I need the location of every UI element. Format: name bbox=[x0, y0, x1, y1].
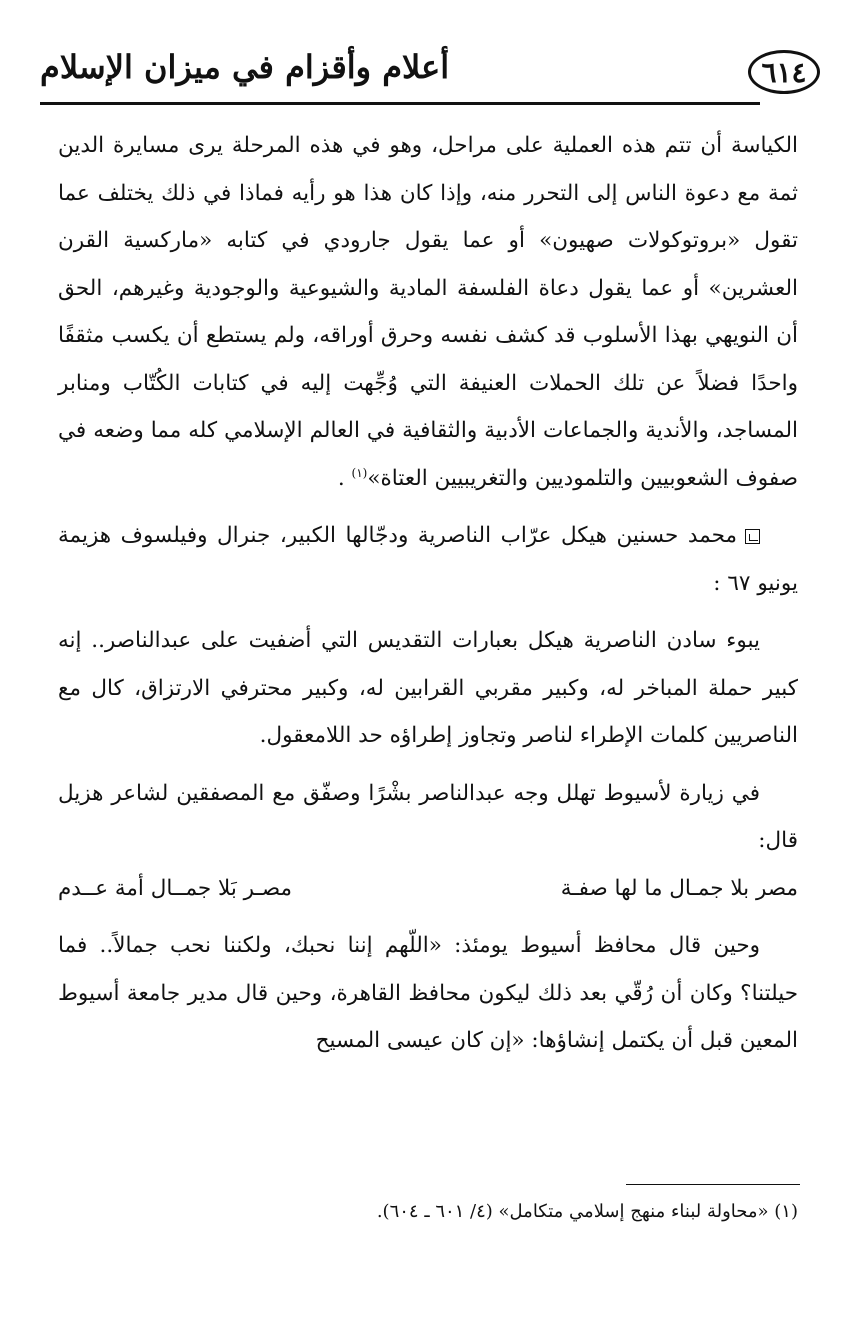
page-header bbox=[40, 46, 820, 114]
running-title: أعلام وأقزام في ميزان الإسلام bbox=[40, 48, 450, 86]
footnote: (١) «محاولة لبناء منهج إسلامي متكامل» (٤/ ٦٠١ ـ ٦٠٤). bbox=[376, 1201, 798, 1222]
footnote-rule bbox=[626, 1184, 800, 1185]
paragraph-2: يبوء سادن الناصرية هيكل بعبارات التقديس التي أضفيت على عبدالناصر.. إنه كبير حملة المباخر له، وكبير مقربي القرابين له، وكبير محترفي الارتزاق، كال مع الناصريين كلمات الإطراء لناصر وتجاوز إطراؤه حد اللامعقول. bbox=[58, 628, 798, 748]
checkbox-icon bbox=[745, 529, 760, 544]
header-rule bbox=[40, 102, 760, 105]
paragraph-1-end: . bbox=[337, 465, 352, 491]
footnote-reference: (١) bbox=[351, 465, 368, 480]
poem-verse bbox=[58, 865, 798, 913]
verse-second-hemistich: مصـر بَلا جمــال أمة عــدم bbox=[58, 875, 293, 901]
section-heading-text: محمد حسنين هيكل عرّاب الناصرية ودجّالها الكبير، جنرال وفيلسوف هزيمة يونيو ٦٧ : bbox=[58, 523, 798, 596]
page-number: ٦١٤ bbox=[748, 50, 820, 94]
paragraph-3: في زيارة لأسيوط تهلل وجه عبدالناصر بشْرًا وصفّق مع المصفقين لشاعر هزيل قال: bbox=[58, 780, 798, 853]
paragraph-1 bbox=[58, 122, 798, 502]
verse-first-hemistich: مصر بلا جمـال ما لها صفـة bbox=[560, 875, 798, 901]
paragraph-4: وحين قال محافظ أسيوط يومئذ: «اللّهم إننا نحبك، ولكننا نحب جمالاً.. فما حيلتنا؟ وكان أن رُقّي بعد ذلك ليكون محافظ القاهرة، وحين قال مدير جامعة أسيوط المعين قبل أن يكتمل إنشاؤها: «إن كان عيسى المسيح bbox=[58, 933, 798, 1053]
section-heading bbox=[58, 512, 798, 607]
page-body bbox=[58, 122, 798, 1065]
paragraph-1-text: الكياسة أن تتم هذه العملية على مراحل، وهو في هذه المرحلة يرى مسايرة الدين ثمة مع دعوة الناس إلى التحرر منه، وإذا كان هذا هو رأيه فماذا في ذلك يختلف عما تقول «بروتوكولات صهيون» أو عما يقول جارودي في كتابه «ماركسية القرن العشرين» أو عما يقول دعاة الفلسفة المادية والشيوعية والوجودية وغيرهم، الحق أن النويهي بهذا الأسلوب قد كشف نفسه وحرق أوراقه، ولم يستطع أن يكسب مثقفًا واحدًا فضلاً عن تلك الحملات العنيفة التي وُجِّهت إليه في كتابات الكُتّاب ومنابر المساجد، والأندية والجماعات الأدبية والثقافية في العالم الإسلامي كله مما وضعه في صفوف الشعوبيين والتلموديين والتغريبيين العتاة» bbox=[58, 133, 798, 491]
